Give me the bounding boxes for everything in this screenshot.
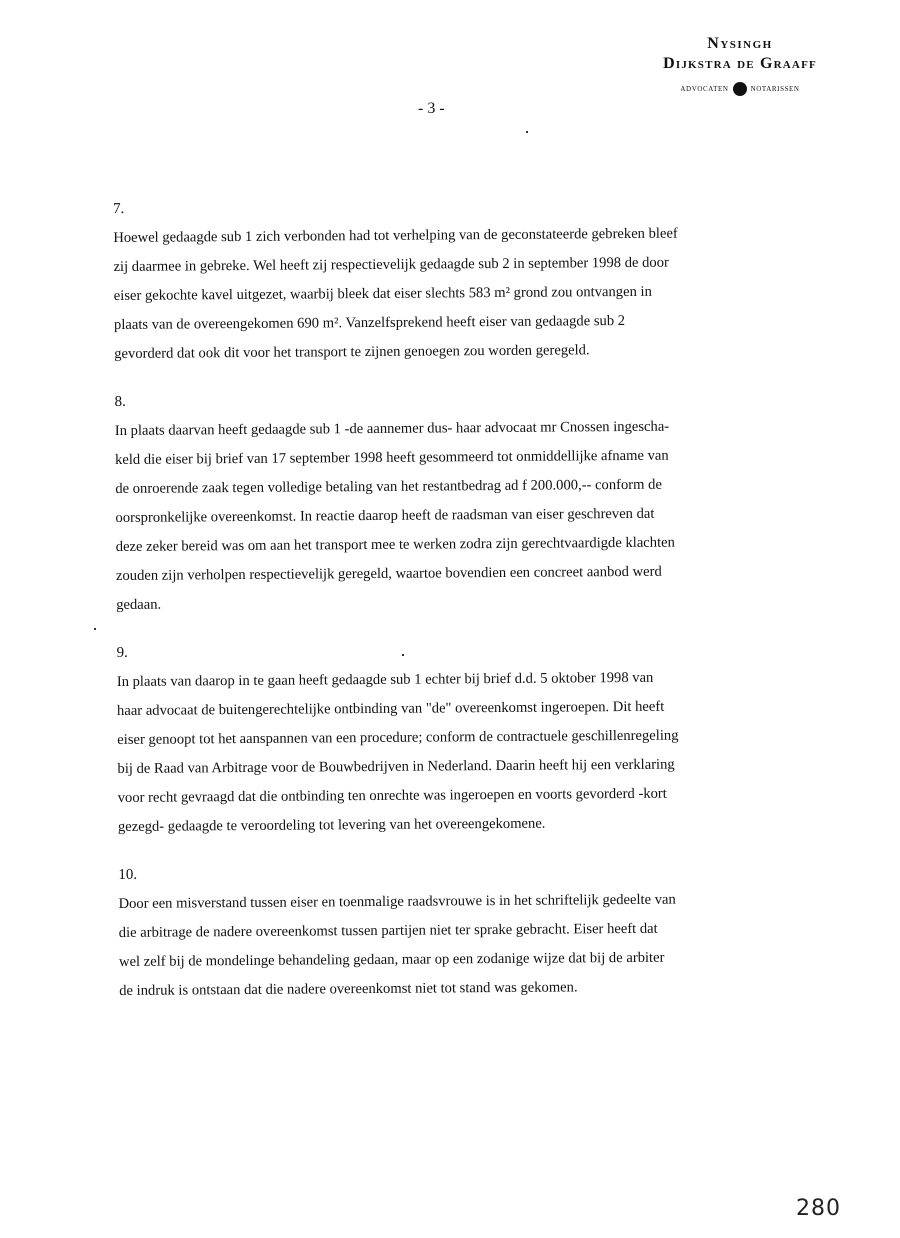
scan-speck	[526, 131, 528, 133]
section-number: 7.	[113, 200, 125, 217]
letterhead-subtitle	[640, 82, 840, 96]
text-line: wel zelf bij de mondelinge behandeling gedaan, maar op een zodanige wijze dat bij de arbiter	[118, 949, 665, 970]
text-line: deze zeker bereid was om aan het transport mee te werken zodra zijn gerechtvaardigde klachten	[115, 534, 675, 555]
text-line: eiser gekochte kavel uitgezet, waarbij bleek dat eiser slechts 583 m² grond zou ontvangen in	[113, 283, 652, 304]
text-line: zij daarmee in gebreke. Wel heeft zij respectievelijk gedaagde sub 2 in september 1998 de door	[113, 254, 669, 275]
text-line: In plaats van daarop in te gaan heeft gedaagde sub 1 echter bij brief d.d. 5 oktober 1998 van	[116, 669, 654, 690]
section-number: 9.	[116, 644, 128, 661]
text-line: bij de Raad van Arbitrage voor de Bouwbedrijven in Nederland. Daarin heeft hij een verklaring	[117, 756, 675, 777]
letterhead-advocaten: ADVOCATEN	[680, 85, 729, 93]
bullet-dot-icon	[733, 82, 747, 96]
text-line: plaats van de overeengekomen 690 m². Vanzelfsprekend heeft eiser van gedaagde sub 2	[113, 312, 626, 333]
text-line: Door een misverstand tussen eiser en toenmalige raadsvrouwe is in het schriftelijk gedeelte van	[118, 891, 676, 912]
text-line: oorspronkelijke overeenkomst. In reactie daarop heeft de raadsman van eiser geschreven dat	[115, 505, 655, 526]
text-line: die arbitrage de nadere overeenkomst tussen partijen niet ter sprake gebracht. Eiser heeft dat	[118, 920, 658, 941]
scan-speck	[402, 654, 404, 656]
document-body	[113, 193, 799, 1028]
letterhead-line-2: Dijkstra de Graaff	[663, 55, 817, 72]
text-line: de onroerende zaak tegen volledige betaling van het restantbedrag ad f 200.000,-- conform de	[115, 476, 662, 497]
scan-speck	[94, 628, 96, 630]
text-line: Hoewel gedaagde sub 1 zich verbonden had tot verhelping van de geconstateerde gebreken bleef	[113, 225, 678, 246]
letterhead-logo	[640, 34, 840, 96]
text-line: gedaan.	[116, 596, 162, 613]
section-10	[118, 859, 799, 1006]
section-8	[115, 386, 797, 620]
text-line: gevorderd dat ook dit voor het transport te zijnen genoegen zou worden geregeld.	[114, 342, 590, 362]
letterhead-notarissen: NOTARISSEN	[750, 85, 800, 93]
letterhead-line-1: Nysingh	[707, 35, 773, 52]
text-line: zouden zijn verholpen respectievelijk geregeld, waartoe bovendien een concreet aanbod werd	[115, 563, 662, 584]
page-number: - 3 -	[418, 100, 445, 117]
text-line: haar advocaat de buitengerechtelijke ontbinding van "de" overeenkomst ingeroepen. Dit heeft	[116, 698, 665, 719]
text-line: de indruk is ontstaan dat die nadere overeenkomst niet tot stand was gekomen.	[119, 979, 578, 999]
text-line: keld die eiser bij brief van 17 september 1998 heeft gesommeerd tot onmiddellijke afname van	[114, 447, 669, 468]
handwritten-page-note: 280	[796, 1196, 841, 1221]
text-line: gezegd- gedaagde te veroordeling tot levering van het overeengekomene.	[117, 815, 546, 835]
section-9	[116, 637, 798, 842]
section-7	[113, 193, 794, 369]
section-number: 10.	[118, 866, 138, 883]
section-number: 8.	[114, 393, 126, 410]
text-line: In plaats daarvan heeft gedaagde sub 1 -de aannemer dus- haar advocaat mr Cnossen ingescha-	[114, 418, 670, 439]
text-line: voor recht gevraagd dat die ontbinding ten onrechte was ingeroepen en voorts gevorderd -kort	[117, 785, 667, 806]
text-line: eiser genoopt tot het aanspannen van een procedure; conform de contractuele geschillenregeling	[117, 727, 679, 748]
